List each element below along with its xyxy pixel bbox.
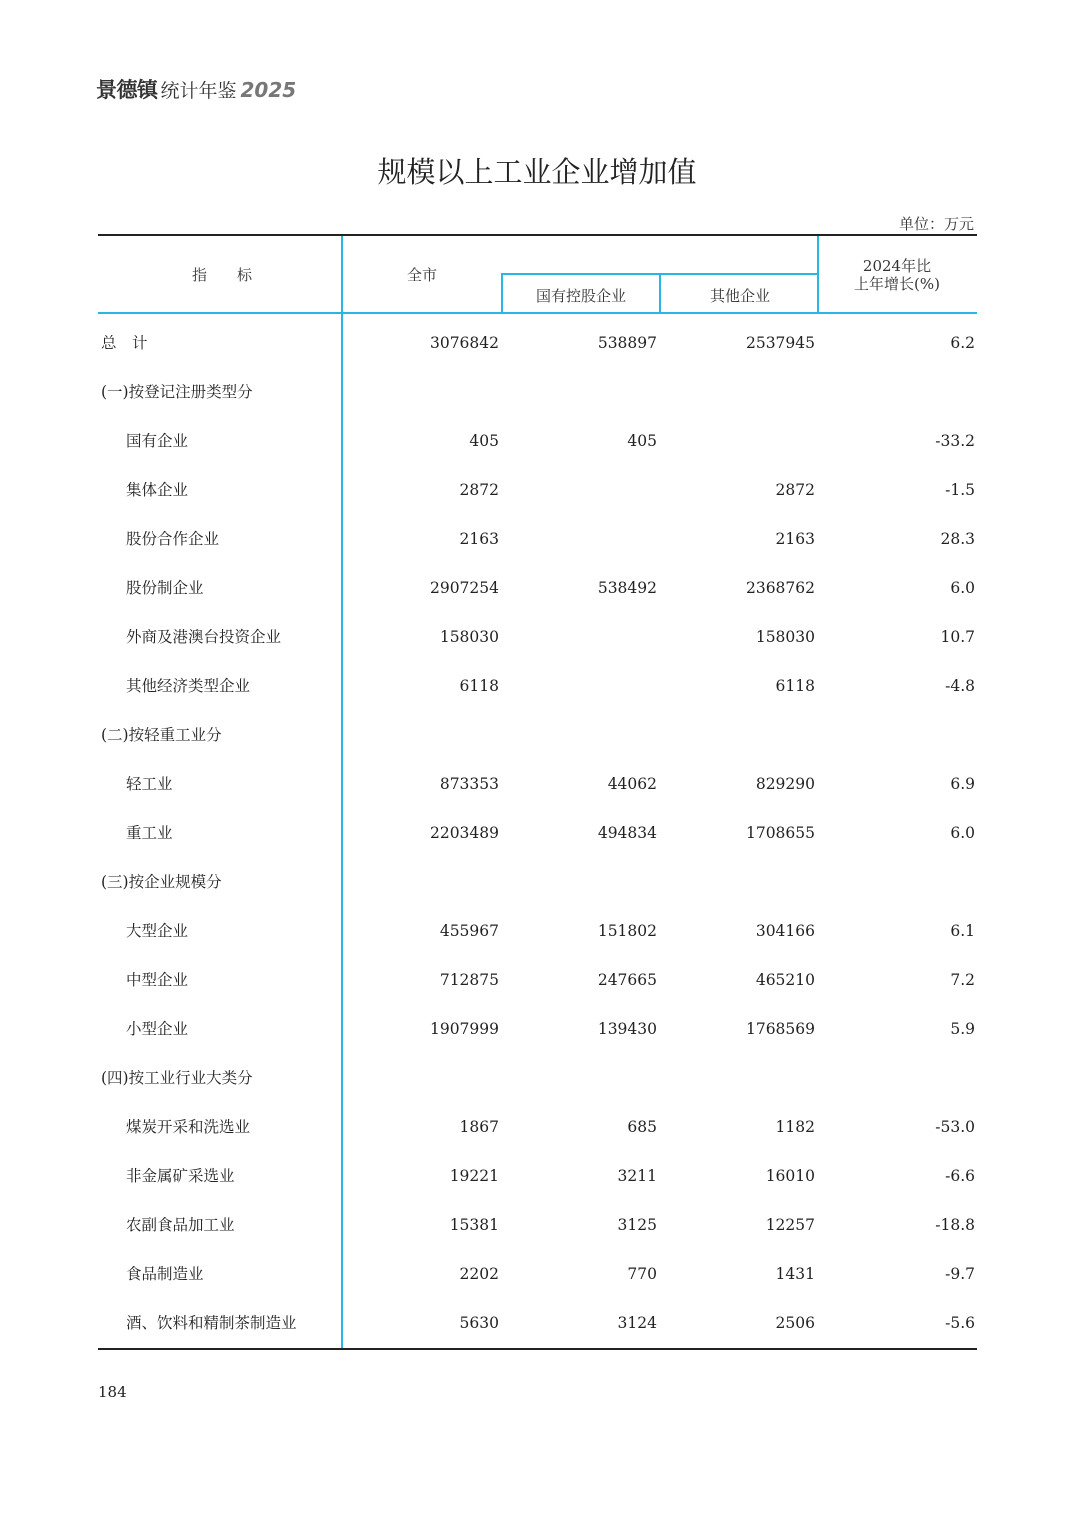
growth-divider: [817, 236, 819, 314]
table-row: [98, 426, 977, 475]
row-label: 农副食品加工业: [126, 1216, 235, 1234]
cell-others: 1768569: [745, 1020, 815, 1038]
cell-growth: 5.9: [950, 1020, 975, 1038]
cell-state-holding: 3124: [617, 1314, 657, 1332]
col-header-city: 全市: [406, 266, 438, 284]
row-label: 食品制造业: [126, 1265, 204, 1283]
subheader-divider-mid: [659, 273, 661, 313]
table-section-row: [98, 1063, 977, 1112]
section-label: (四)按工业行业大类分: [101, 1069, 253, 1087]
cell-growth: -4.8: [945, 677, 975, 695]
col-header-growth-line2: 上年增长(%): [854, 275, 940, 293]
row-label: 酒、饮料和精制茶制造业: [126, 1314, 297, 1332]
page-number: 184: [98, 1383, 127, 1401]
brand-year: 2025: [240, 78, 297, 102]
cell-city: 873353: [439, 775, 499, 793]
cell-city: 158030: [439, 628, 499, 646]
row-label: 股份制企业: [126, 579, 204, 597]
cell-others: 16010: [765, 1167, 815, 1185]
cell-city: 2872: [459, 481, 499, 499]
table-row: [98, 1161, 977, 1210]
table-row: [98, 573, 977, 622]
row-label: 集体企业: [126, 481, 189, 499]
cell-state-holding: 139430: [597, 1020, 657, 1038]
table-row: [98, 475, 977, 524]
row-label: 重工业: [126, 824, 173, 842]
cell-others: 304166: [755, 922, 815, 940]
table-row: [98, 769, 977, 818]
cell-others: 829290: [755, 775, 815, 793]
table-row-total: [98, 328, 977, 377]
cell-growth: 6.1: [950, 922, 975, 940]
table-section-row: [98, 377, 977, 426]
cell-city: 1867: [459, 1118, 499, 1136]
col-header-indicator: 指 标: [191, 266, 253, 284]
col-header-state-holding: 国有控股企业: [535, 287, 627, 305]
subheader-divider-left: [501, 273, 503, 313]
cell-state-holding: 247665: [597, 971, 657, 989]
cell-city: 455967: [439, 922, 499, 940]
cell-growth: 7.2: [950, 971, 975, 989]
table-row: [98, 1014, 977, 1063]
unit-note: 单位：万元: [898, 215, 974, 233]
cell-state-holding: 151802: [597, 922, 657, 940]
table-row: [98, 818, 977, 867]
cell-state-holding: 44062: [607, 775, 657, 793]
section-label: (二)按轻重工业分: [101, 726, 222, 744]
cell-state-holding: 538492: [597, 579, 657, 597]
cell-others: 6118: [775, 677, 815, 695]
row-label: 总 计: [101, 334, 148, 352]
table-row: [98, 965, 977, 1014]
cell-others: 465210: [755, 971, 815, 989]
table-row: [98, 622, 977, 671]
yearbook-brand: [96, 74, 296, 104]
row-label: 国有企业: [126, 432, 189, 450]
table-row: [98, 916, 977, 965]
table-row: [98, 1308, 977, 1357]
table-top-rule: [98, 234, 977, 236]
row-label: 小型企业: [126, 1020, 189, 1038]
cell-city: 2163: [459, 530, 499, 548]
cell-city: 2202: [459, 1265, 499, 1283]
cell-others: 2872: [775, 481, 815, 499]
cell-state-holding: 3211: [617, 1167, 657, 1185]
cell-city: 19221: [449, 1167, 499, 1185]
section-label: (一)按登记注册类型分: [101, 383, 253, 401]
row-label: 外商及港澳台投资企业: [126, 628, 282, 646]
cell-growth: 10.7: [940, 628, 975, 646]
cell-growth: 6.9: [950, 775, 975, 793]
cell-others: 158030: [755, 628, 815, 646]
cell-state-holding: 405: [627, 432, 657, 450]
cell-others: 2537945: [745, 334, 815, 352]
cell-others: 1182: [775, 1118, 815, 1136]
table-section-row: [98, 867, 977, 916]
cell-city: 15381: [449, 1216, 499, 1234]
cell-growth: -9.7: [945, 1265, 975, 1283]
row-label: 中型企业: [126, 971, 189, 989]
table-row: [98, 1210, 977, 1259]
row-label: 轻工业: [126, 775, 173, 793]
cell-state-holding: 494834: [597, 824, 657, 842]
cell-growth: -33.2: [935, 432, 975, 450]
table-row: [98, 671, 977, 720]
cell-growth: -1.5: [945, 481, 975, 499]
brand-city-name: 景德镇: [96, 78, 158, 102]
cell-state-holding: 538897: [597, 334, 657, 352]
cell-growth: -5.6: [945, 1314, 975, 1332]
cell-others: 2163: [775, 530, 815, 548]
row-label: 大型企业: [126, 922, 189, 940]
section-label: (三)按企业规模分: [101, 873, 222, 891]
cell-city: 712875: [439, 971, 499, 989]
cell-growth: -53.0: [935, 1118, 975, 1136]
table-section-row: [98, 720, 977, 769]
cell-city: 6118: [459, 677, 499, 695]
header-bottom-line: [98, 312, 977, 314]
cell-others: 2506: [775, 1314, 815, 1332]
brand-book-name: 统计年鉴: [160, 80, 237, 102]
col-header-others: 其他企业: [709, 287, 771, 305]
cell-city: 3076842: [429, 334, 499, 352]
cell-state-holding: 685: [627, 1118, 657, 1136]
cell-growth: 6.2: [950, 334, 975, 352]
cell-city: 405: [469, 432, 499, 450]
cell-growth: 6.0: [950, 824, 975, 842]
cell-growth: 28.3: [940, 530, 975, 548]
cell-growth: -6.6: [945, 1167, 975, 1185]
cell-others: 1708655: [745, 824, 815, 842]
cell-state-holding: 770: [627, 1265, 657, 1283]
row-label: 股份合作企业: [126, 530, 220, 548]
table-row: [98, 524, 977, 573]
cell-state-holding: 3125: [617, 1216, 657, 1234]
cell-growth: -18.8: [935, 1216, 975, 1234]
row-label: 非金属矿采选业: [126, 1167, 235, 1185]
cell-city: 2203489: [429, 824, 499, 842]
cell-others: 12257: [765, 1216, 815, 1234]
cell-city: 1907999: [429, 1020, 499, 1038]
cell-city: 5630: [459, 1314, 499, 1332]
cell-others: 1431: [775, 1265, 815, 1283]
cell-city: 2907254: [429, 579, 499, 597]
col-header-growth-line1: 2024年比: [862, 257, 932, 275]
row-label: 其他经济类型企业: [126, 677, 251, 695]
table-row: [98, 1112, 977, 1161]
cell-others: 2368762: [745, 579, 815, 597]
row-label: 煤炭开采和洗选业: [126, 1118, 251, 1136]
page-title: 规模以上工业企业增加值: [377, 155, 697, 189]
cell-growth: 6.0: [950, 579, 975, 597]
table-row: [98, 1259, 977, 1308]
